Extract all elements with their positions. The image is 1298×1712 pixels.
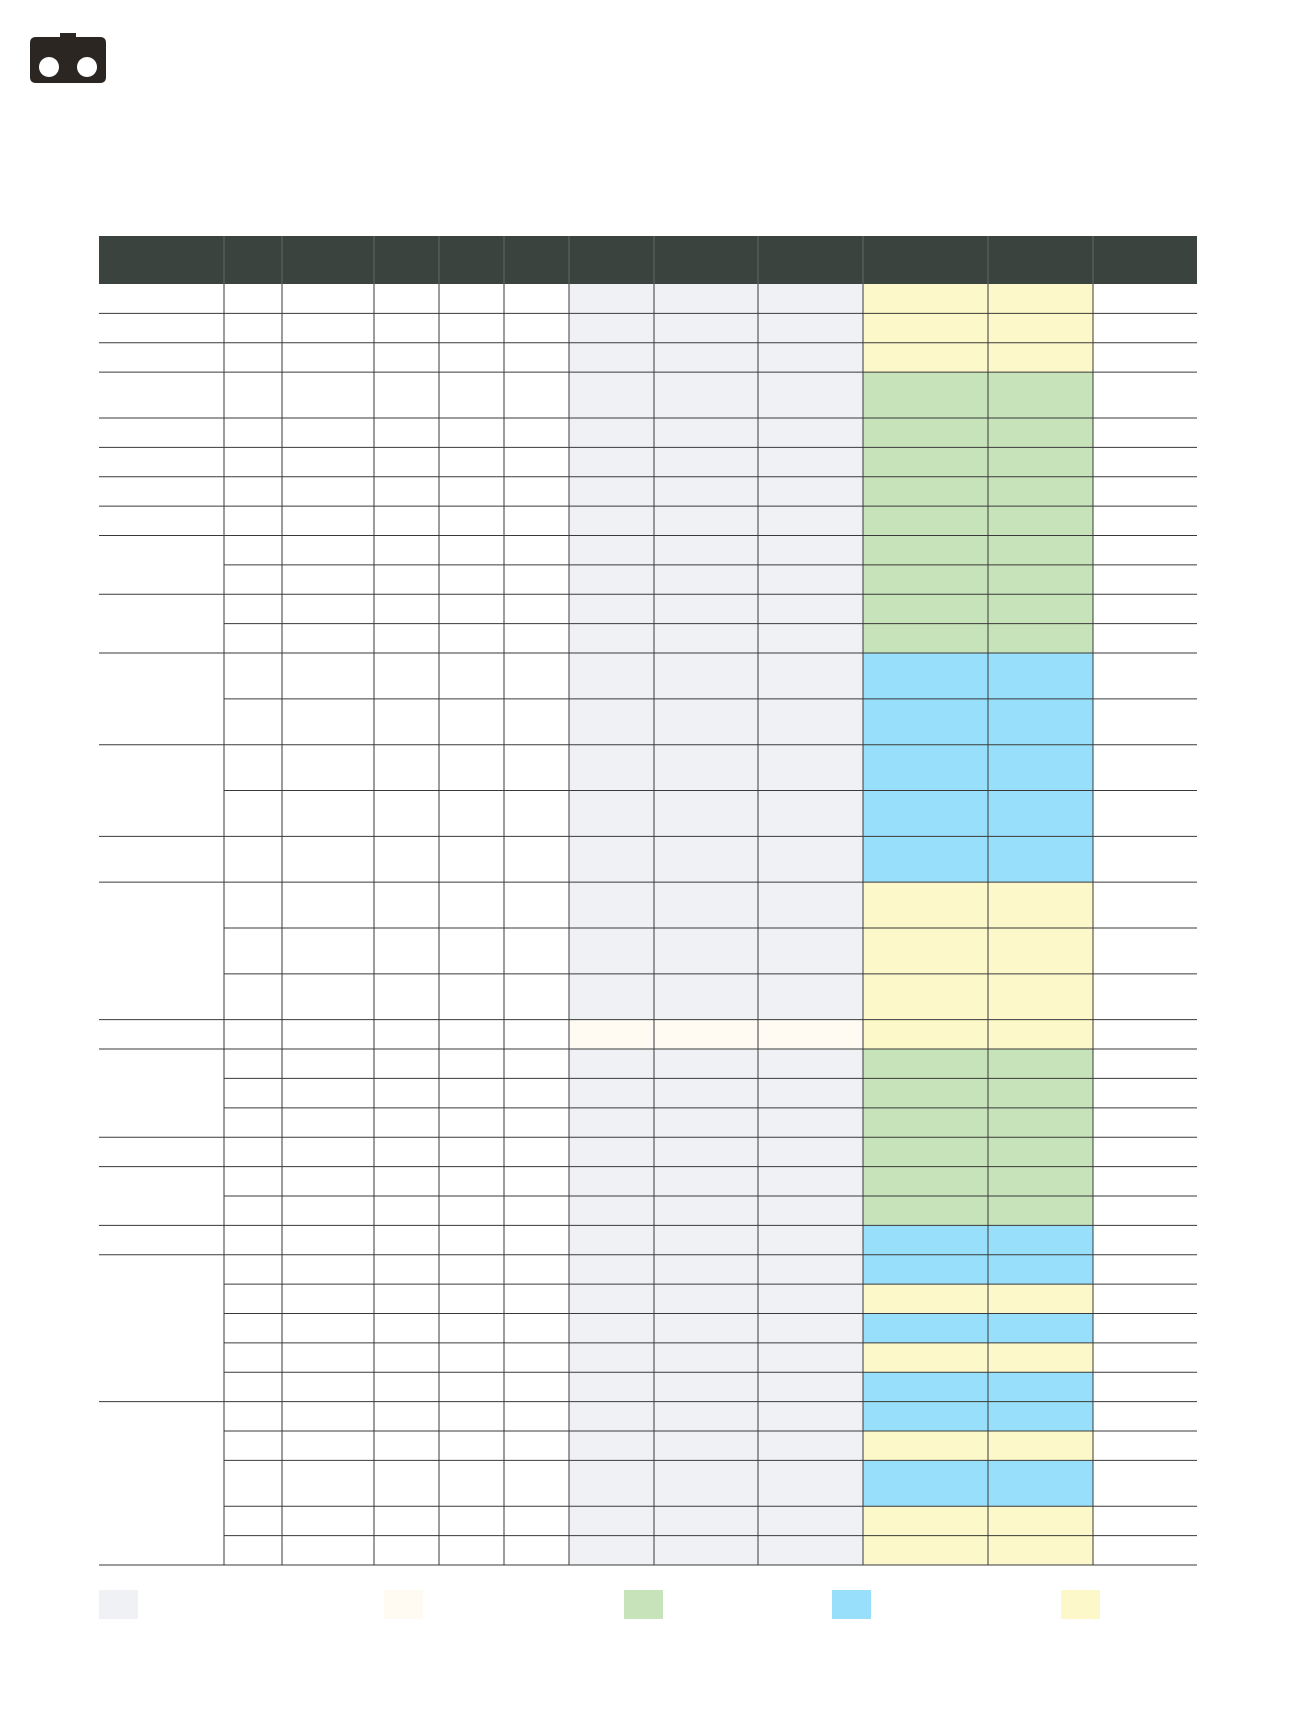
- cell-fill-right: [863, 1460, 1093, 1506]
- cell-fill-left: [569, 1313, 863, 1342]
- cell-fill-right: [863, 536, 1093, 565]
- cell-fill-right: [863, 699, 1093, 745]
- cell-fill-right: [863, 594, 1093, 623]
- cell-fill-left: [569, 1049, 863, 1078]
- cell-fill-left: [569, 624, 863, 653]
- legend-swatch-blue: [832, 1590, 871, 1619]
- cell-fill-left: [569, 1284, 863, 1313]
- cell-fill-right: [863, 745, 1093, 791]
- cell-fill-right: [863, 1431, 1093, 1460]
- cell-fill-left: [569, 1506, 863, 1535]
- cell-fill-left: [569, 1020, 863, 1049]
- cell-fill-right: [863, 1313, 1093, 1342]
- cell-fill-left: [569, 699, 863, 745]
- cell-fill-right: [863, 1137, 1093, 1166]
- cell-fill-right: [863, 1167, 1093, 1196]
- cell-fill-right: [863, 1536, 1093, 1565]
- cell-fill-right: [863, 418, 1093, 447]
- legend-swatch-yellow: [1061, 1590, 1100, 1619]
- cell-fill-right: [863, 284, 1093, 313]
- cell-fill-right: [863, 1196, 1093, 1225]
- cell-fill-left: [569, 791, 863, 837]
- cell-fill-right: [863, 372, 1093, 418]
- cell-fill-left: [569, 313, 863, 342]
- cell-fill-left: [569, 506, 863, 535]
- cell-fill-left: [569, 1460, 863, 1506]
- cell-fill-right: [863, 477, 1093, 506]
- cell-fill-right: [863, 1255, 1093, 1284]
- cell-fill-right: [863, 1372, 1093, 1401]
- cell-fill-right: [863, 1108, 1093, 1137]
- cell-fill-right: [863, 1020, 1093, 1049]
- cell-fill-left: [569, 1255, 863, 1284]
- cell-fill-left: [569, 882, 863, 928]
- cell-fill-right: [863, 974, 1093, 1020]
- cell-fill-right: [863, 791, 1093, 837]
- cell-fill-left: [569, 653, 863, 699]
- cell-fill-left: [569, 1196, 863, 1225]
- cell-fill-left: [569, 836, 863, 882]
- cell-fill-left: [569, 1536, 863, 1565]
- cell-fill-right: [863, 1284, 1093, 1313]
- cell-fill-left: [569, 343, 863, 372]
- cell-fill-left: [569, 477, 863, 506]
- cell-fill-right: [863, 928, 1093, 974]
- cell-fill-left: [569, 1137, 863, 1166]
- cell-fill-left: [569, 1167, 863, 1196]
- legend-swatch-cream: [384, 1590, 423, 1619]
- cell-fill-right: [863, 447, 1093, 476]
- legend-swatch-gray: [99, 1590, 138, 1619]
- cell-fill-right: [863, 1343, 1093, 1372]
- cell-fill-left: [569, 745, 863, 791]
- cell-fill-left: [569, 284, 863, 313]
- cell-fill-left: [569, 536, 863, 565]
- cell-fill-left: [569, 1372, 863, 1401]
- cell-fill-left: [569, 1108, 863, 1137]
- cell-fill-left: [569, 1431, 863, 1460]
- legend-swatch-green: [624, 1590, 663, 1619]
- cell-fill-left: [569, 594, 863, 623]
- cell-fill-left: [569, 418, 863, 447]
- cell-fill-right: [863, 565, 1093, 594]
- cell-fill-left: [569, 1225, 863, 1254]
- cell-fill-left: [569, 974, 863, 1020]
- cell-fill-right: [863, 1225, 1093, 1254]
- cell-fill-right: [863, 343, 1093, 372]
- cell-fill-left: [569, 928, 863, 974]
- cell-fill-left: [569, 447, 863, 476]
- cell-fill-right: [863, 1402, 1093, 1431]
- cell-fill-right: [863, 653, 1093, 699]
- cell-fill-right: [863, 506, 1093, 535]
- table-header: [99, 236, 1197, 284]
- cell-fill-right: [863, 624, 1093, 653]
- cell-fill-left: [569, 372, 863, 418]
- cell-fill-right: [863, 1078, 1093, 1107]
- cell-fill-left: [569, 1402, 863, 1431]
- cell-fill-left: [569, 565, 863, 594]
- cell-fill-left: [569, 1078, 863, 1107]
- cell-fill-right: [863, 313, 1093, 342]
- cell-fill-right: [863, 1049, 1093, 1078]
- cell-fill-right: [863, 836, 1093, 882]
- cell-fill-left: [569, 1343, 863, 1372]
- cell-fill-right: [863, 1506, 1093, 1535]
- cell-fill-right: [863, 882, 1093, 928]
